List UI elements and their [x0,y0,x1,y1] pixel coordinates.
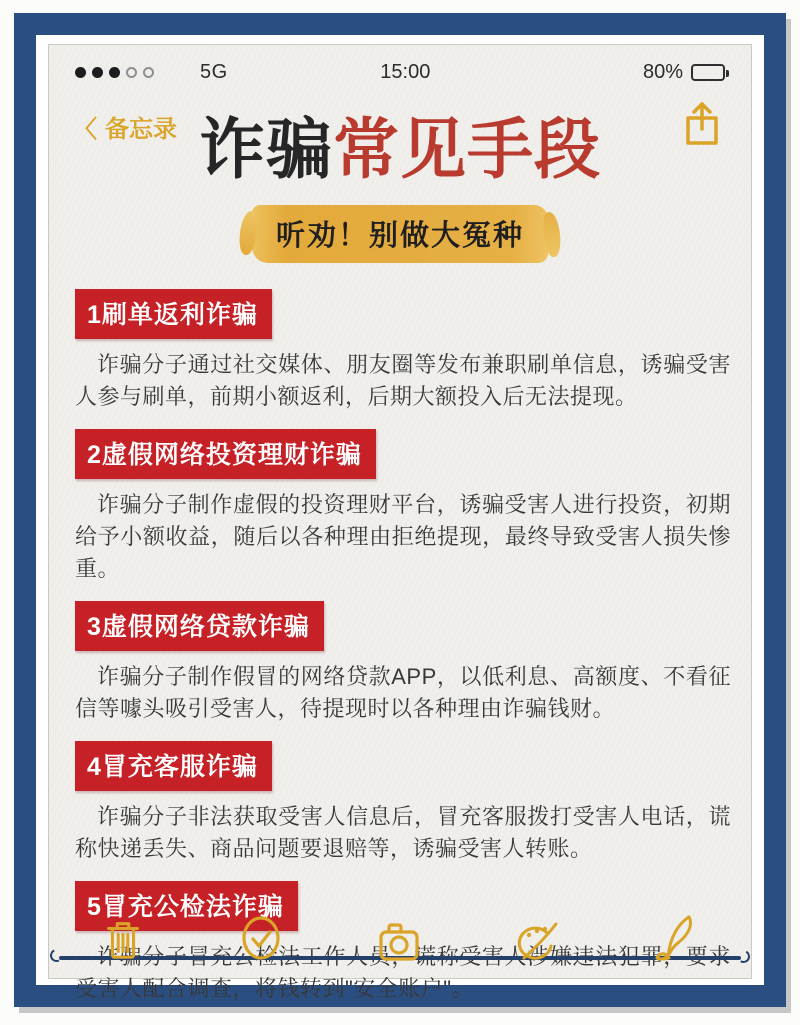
camera-button[interactable] [373,912,425,964]
section-body: 诈骗分子制作虚假的投资理财平台，诱骗受害人进行投资，初期给予小额收益，随后以各种理由拒绝提现，最终导致受害人损失惨重。 [75,492,731,581]
markup-button[interactable] [649,912,701,964]
share-icon [681,99,723,149]
battery-percent-label: 80% [642,60,683,83]
subtitle-row [49,205,751,263]
status-bar [49,45,751,85]
section-body: 诈骗分子制作假冒的网络贷款APP，以低利息、高额度、不看征信等噱头吸引受害人，待提现时以各种理由诈骗钱财。 [75,664,731,721]
quill-pen-icon [649,912,701,964]
signal-strength-icon [75,67,154,78]
section-badge: 4冒充客服诈骗 [75,741,272,791]
checkmark-circle-icon [238,912,284,964]
clock-label: 15:00 [380,60,431,83]
section-list [49,289,751,1005]
section-badge: 5冒充公检法诈骗 [75,881,298,931]
frame-inner-margin [36,35,764,1001]
back-to-notes-button[interactable] [73,109,177,144]
bottom-toolbar [49,912,751,972]
section-body: 诈骗分子非法获取受害人信息后，冒充客服拨打受害人电话，谎称快递丢失、商品问题要退赔等，诱骗受害人转账。 [75,804,731,861]
camera-icon [375,918,423,964]
title-part-black: 诈骗 [199,112,333,186]
back-label: 备忘录 [105,116,177,143]
section-badge: 2虚假网络投资理财诈骗 [75,429,376,479]
subtitle-highlight [252,205,548,263]
checklist-button[interactable] [235,912,287,964]
device-frame [14,13,786,1007]
section-loan [75,601,731,725]
subtitle-label: 听劝！别做大冤种 [275,220,524,252]
delete-button[interactable] [97,912,149,964]
section-body: 诈骗分子通过社交媒体、朋友圈等发布兼职刷单信息，诱骗受害人参与刷单，前期小额返利，后期大额投入后无法提现。 [75,352,731,409]
section-body: 受害人配合调查，将钱转到"安全账户"。 [75,976,475,1001]
section-badge: 3虚假网络贷款诈骗 [75,601,324,651]
palette-icon [512,916,562,964]
share-button[interactable] [681,99,723,149]
section-investment [75,429,731,585]
section-customer-service [75,741,731,865]
section-badge: 1刷单返利诈骗 [75,289,272,339]
style-button[interactable] [511,912,563,964]
chevron-left-icon: 〈 [73,116,97,143]
note-header [49,85,751,185]
trash-icon [100,916,146,964]
section-shuadan [75,289,731,413]
network-type-label: 5G [200,60,228,83]
note-page [48,44,752,1001]
title-part-red: 常见手段 [333,112,601,186]
battery-icon [691,64,725,81]
